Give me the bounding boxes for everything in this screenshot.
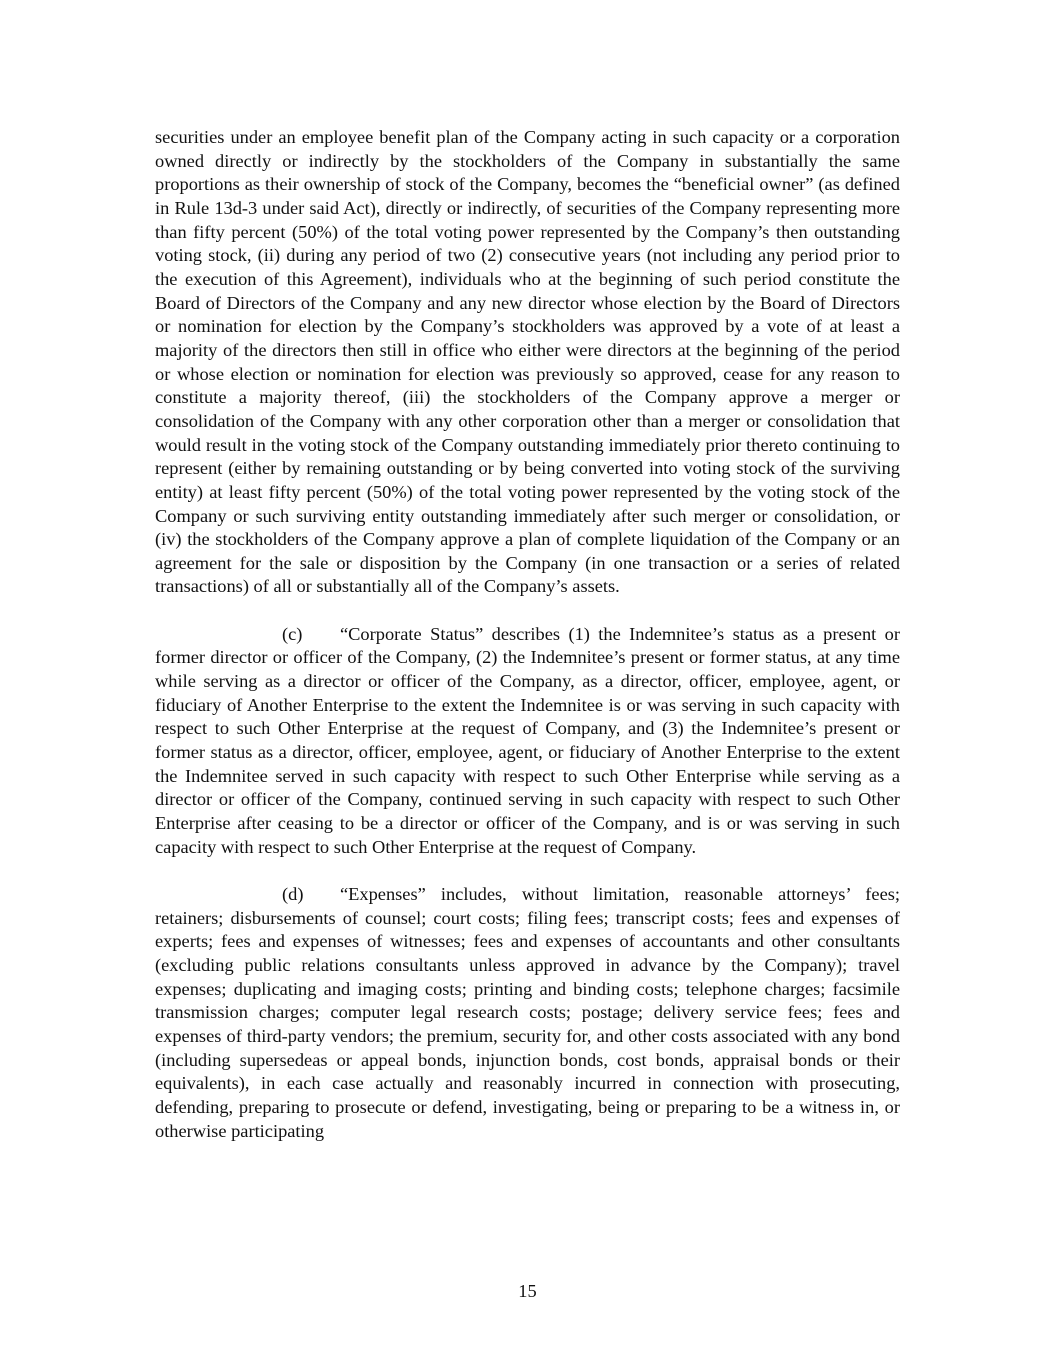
document-body: [155, 126, 900, 1167]
page-number: 15: [518, 1281, 537, 1301]
section-d-paragraph: [155, 883, 900, 1143]
section-d-label: (d): [282, 883, 304, 904]
section-c-paragraph: [155, 623, 900, 860]
section-c-label: (c): [282, 623, 303, 644]
section-c-text: “Corporate Status” describes (1) the Indemnitee’s status as a present or former director or officer of the Company, (2) the Indemnitee’s present or former status, at any time while serving as a director or officer of the Company, as a director, officer, employee, agent, or fiduciary of Another Enterprise to the extent the Indemnitee is or was serving in such capacity with respect to such Other Enterprise at the request of Company, and (3) the Indemnitee’s present or former status as a director, officer, employee, agent, or fiduciary of Another Enterprise to the extent the Indemnitee served in such capacity with respect to such Other Enterprise while serving as a director or officer of the Company, continued serving in such capacity with respect to such Other Enterprise after ceasing to be a director or officer of the Company, and is or was serving in such capacity with respect to such Other Enterprise at the request of Company.: [155, 623, 900, 857]
section-d-text: “Expenses” includes, without limitation, reasonable attorneys’ fees; retainers; disbursements of counsel; court costs; filing fees; transcript costs; fees and expenses of experts; fees and expenses of witnesses; fees and expenses of accountants and other consultants (excluding public relations consultants unless approved in advance by the Company); travel expenses; duplicating and imaging costs; printing and binding costs; telephone charges; facsimile transmission charges; computer legal research costs; postage; delivery service fees; fees and expenses of third-party vendors; the premium, security for, and other costs associated with any bond (including supersedeas or appeal bonds, injunction bonds, cost bonds, appraisal bonds or their equivalents), in each case actually and reasonably incurred in connection with prosecuting, defending, preparing to prosecute or defend, investigating, being or preparing to be a witness in, or otherwise participating: [155, 883, 900, 1141]
paragraph-continued: securities under an employee benefit plan of the Company acting in such capacity or a corporation owned directly or indirectly by the stockholders of the Company in substantially the same proportions as their ownership of stock of the Company, becomes the “beneficial owner” (as defined in Rule 13d-3 under said Act), directly or indirectly, of securities of the Company representing more than fifty percent (50%) of the total voting power represented by the Company’s then outstanding voting stock, (ii) during any period of two (2) consecutive years (not including any period prior to the execution of this Agreement), individuals who at the beginning of such period constitute the Board of Directors of the Company and any new director whose election by the Board of Directors or nomination for election by the Company’s stockholders was approved by a vote of at least a majority of the directors then still in office who either were directors at the beginning of the period or whose election or nomination for election was previously so approved, cease for any reason to constitute a majority thereof, (iii) the stockholders of the Company approve a merger or consolidation of the Company with any other corporation other than a merger or consolidation that would result in the voting stock of the Company outstanding immediately prior thereto continuing to represent (either by remaining outstanding or by being converted into voting stock of the surviving entity) at least fifty percent (50%) of the total voting power represented by the voting stock of the Company or such surviving entity outstanding immediately after such merger or consolidation, or (iv) the stockholders of the Company approve a plan of complete liquidation of the Company or an agreement for the sale or disposition by the Company (in one transaction or a series of related transactions) of all or substantially all of the Company’s assets.: [155, 127, 900, 597]
